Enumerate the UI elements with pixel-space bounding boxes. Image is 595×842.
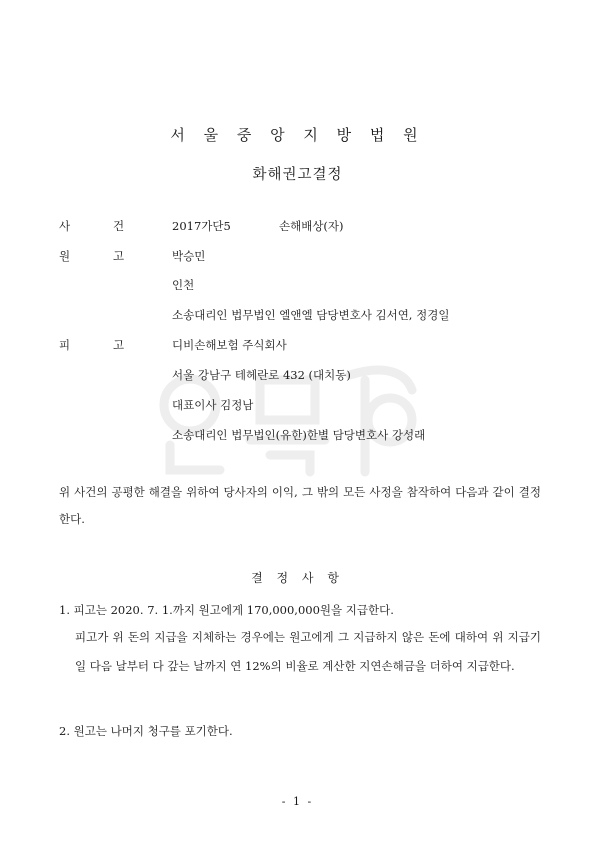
intro-paragraph: 위 사건의 공평한 해결을 위하여 당사자의 이익, 그 밖의 모든 사정을 참작하여 다음과 같이 결정한다. xyxy=(59,485,541,526)
decision-item-2: 2. 원고는 나머지 청구를 포기한다. xyxy=(59,724,233,738)
decision-item-1-detail: 피고가 위 돈의 지급을 지체하는 경우에는 원고에게 그 지급하지 않은 돈에 대하여 위 지급기일 다음 날부터 다 갚는 날까지 연 12%의 비율로 계산한 지연손해금을 더하여 지급한다. xyxy=(75,630,541,673)
plaintiff-address: 인천 xyxy=(172,278,195,292)
defendant-address: 서울 강남구 테헤란로 432 (대치동) xyxy=(172,368,351,382)
defendant-representative: 소송대리인 법무법인(유한)한별 담당변호사 강성래 xyxy=(172,428,426,442)
plaintiff-representative: 소송대리인 법무법인 엘앤엘 담당변호사 김서연, 정경일 xyxy=(172,308,450,322)
plaintiff-label-1: 원 xyxy=(59,249,71,263)
defendant-ceo: 대표이사 김정남 xyxy=(172,398,254,412)
plaintiff-name: 박승민 xyxy=(172,249,206,263)
defendant-label-1: 피 xyxy=(59,338,71,352)
case-name: 손해배상(자) xyxy=(279,219,344,233)
decision-item-1: 1. 피고는 2020. 7. 1.까지 원고에게 170,000,000원을 지급한다. xyxy=(59,603,394,617)
case-number: 2017가단5 xyxy=(172,219,231,233)
case-label-1: 사 xyxy=(59,219,71,233)
defendant-name: 디비손해보험 주식회사 xyxy=(172,338,287,352)
document-title: 화해권고결정 xyxy=(252,167,343,183)
case-label-2: 건 xyxy=(113,219,125,233)
court-name: 서 울 중 앙 지 방 법 원 xyxy=(170,126,425,144)
defendant-label-2: 고 xyxy=(113,338,125,352)
plaintiff-label-2: 고 xyxy=(113,249,125,263)
decision-heading: 결 정 사 항 xyxy=(251,571,344,585)
page-number: - 1 - xyxy=(281,795,314,808)
